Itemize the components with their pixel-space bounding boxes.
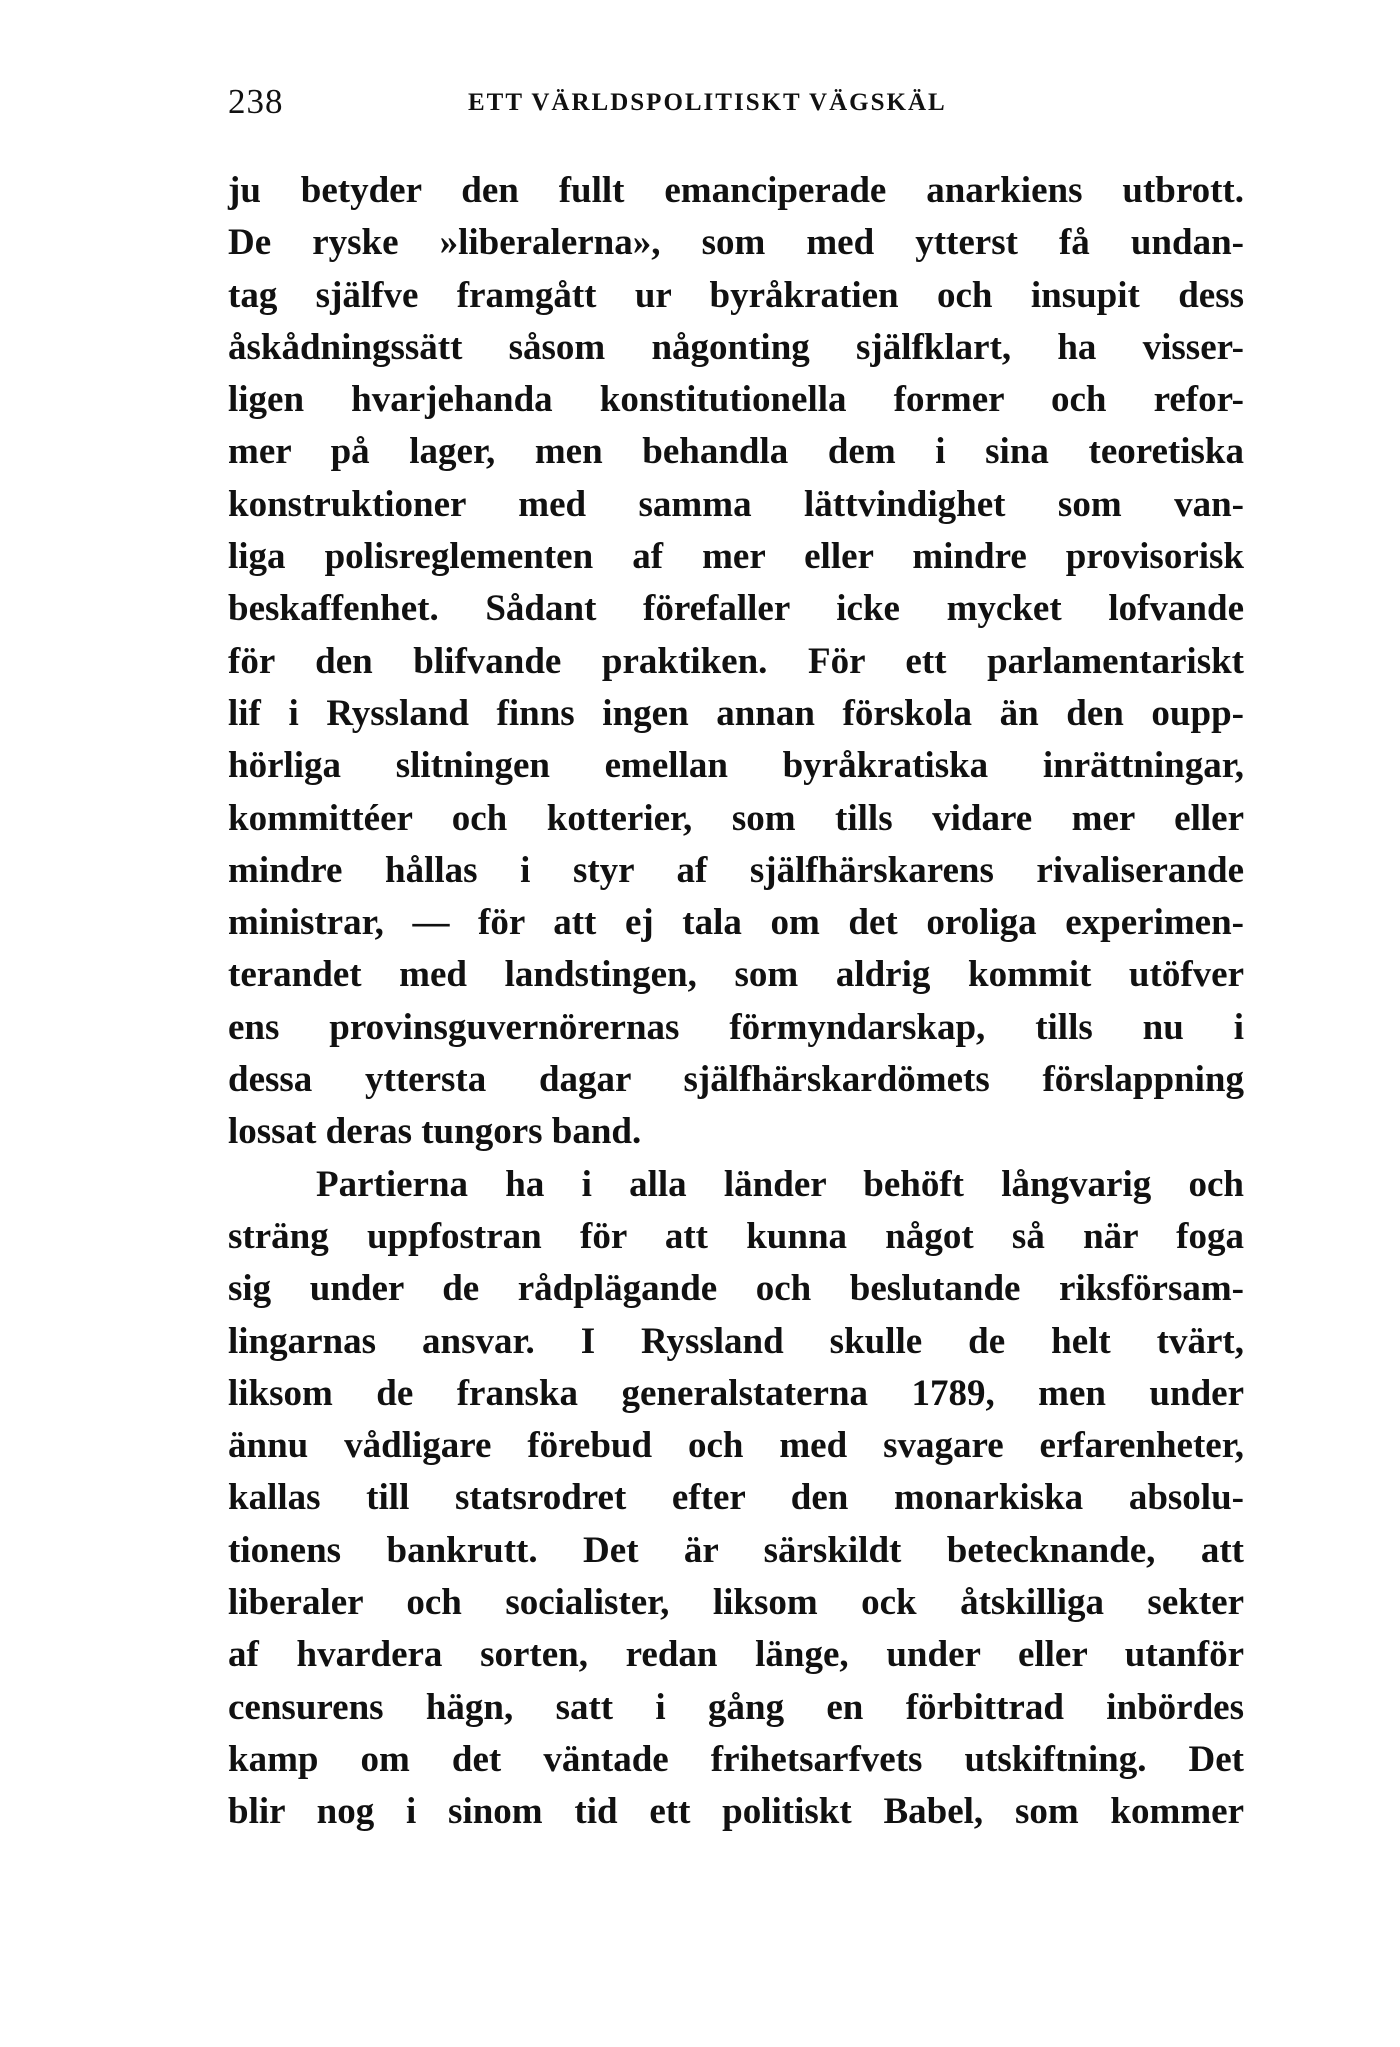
text-line: ännu vådligare förebud och med svagare erfarenheter,: [228, 1425, 1244, 1467]
running-head: ETT VÄRLDSPOLITISKT VÄGSKÄL: [468, 89, 947, 116]
paragraph-end-line: lossat deras tungors band.: [228, 1111, 642, 1153]
text-line: De ryske »liberalerna», som med ytterst få undan-: [228, 222, 1244, 264]
text-line: terandet med landstingen, som aldrig kommit utöfver: [228, 954, 1244, 996]
text-line: ens provinsguvernörernas förmyndarskap, tills nu i: [228, 1006, 1244, 1048]
text-line: liksom de franska generalstaterna 1789, men under: [228, 1372, 1244, 1414]
text-line: åskådningssätt såsom någonting själfklart, ha visser-: [228, 326, 1244, 368]
text-line: ligen hvarjehanda konstitutionella former och refor-: [228, 379, 1244, 421]
text-line: censurens hägn, satt i gång en förbittrad inbördes: [228, 1686, 1244, 1728]
text-line: mer på lager, men behandla dem i sina teoretiska: [228, 431, 1244, 473]
text-line: lif i Ryssland finns ingen annan förskola än den oupp-: [228, 692, 1244, 734]
text-line: kommittéer och kotterier, som tills vidare mer eller: [228, 797, 1244, 839]
text-line: mindre hållas i styr af själfhärskarens rivaliserande: [228, 849, 1244, 891]
text-line: sträng uppfostran för att kunna något så när foga: [228, 1215, 1244, 1257]
text-line: af hvardera sorten, redan länge, under eller utanför: [228, 1634, 1244, 1676]
page-number: 238: [228, 82, 284, 121]
text-line: hörliga slitningen emellan byråkratiska inrättningar,: [228, 745, 1244, 787]
text-line: dessa yttersta dagar själfhärskardömets förslappning: [228, 1059, 1244, 1101]
text-line: lingarnas ansvar. I Ryssland skulle de helt tvärt,: [228, 1320, 1244, 1362]
text-line: liga polisreglementen af mer eller mindre provisorisk: [228, 536, 1244, 578]
text-line: ministrar, — för att ej tala om det oroliga experimen-: [228, 902, 1244, 944]
text-line: beskaffenhet. Sådant förefaller icke mycket lofvande: [228, 588, 1244, 630]
text-line: ju betyder den fullt emanciperade anarkiens utbrott.: [228, 170, 1244, 211]
text-line: blir nog i sinom tid ett politiskt Babel, som kommer: [228, 1791, 1244, 1833]
text-line: kamp om det väntade frihetsarfvets utskiftning. Det: [228, 1738, 1244, 1780]
text-line: liberaler och socialister, liksom ock åtskilliga sekter: [228, 1582, 1244, 1624]
page-header: [228, 82, 1244, 132]
text-line: tag själfve framgått ur byråkratien och insupit dess: [228, 274, 1244, 316]
text-line: tionens bankrutt. Det är särskildt betecknande, att: [228, 1529, 1244, 1571]
text-line: för den blifvande praktiken. För ett parlamentariskt: [228, 640, 1244, 682]
body-text: [228, 165, 1244, 1839]
text-line: konstruktioner med samma lättvindighet som van-: [228, 483, 1244, 525]
text-line: kallas till statsrodret efter den monarkiska absolu-: [228, 1477, 1244, 1519]
text-line: sig under de rådplägande och beslutande riksförsam-: [228, 1268, 1244, 1310]
paragraph-start-line: Partierna ha i alla länder behöft långvarig och: [316, 1163, 1244, 1205]
